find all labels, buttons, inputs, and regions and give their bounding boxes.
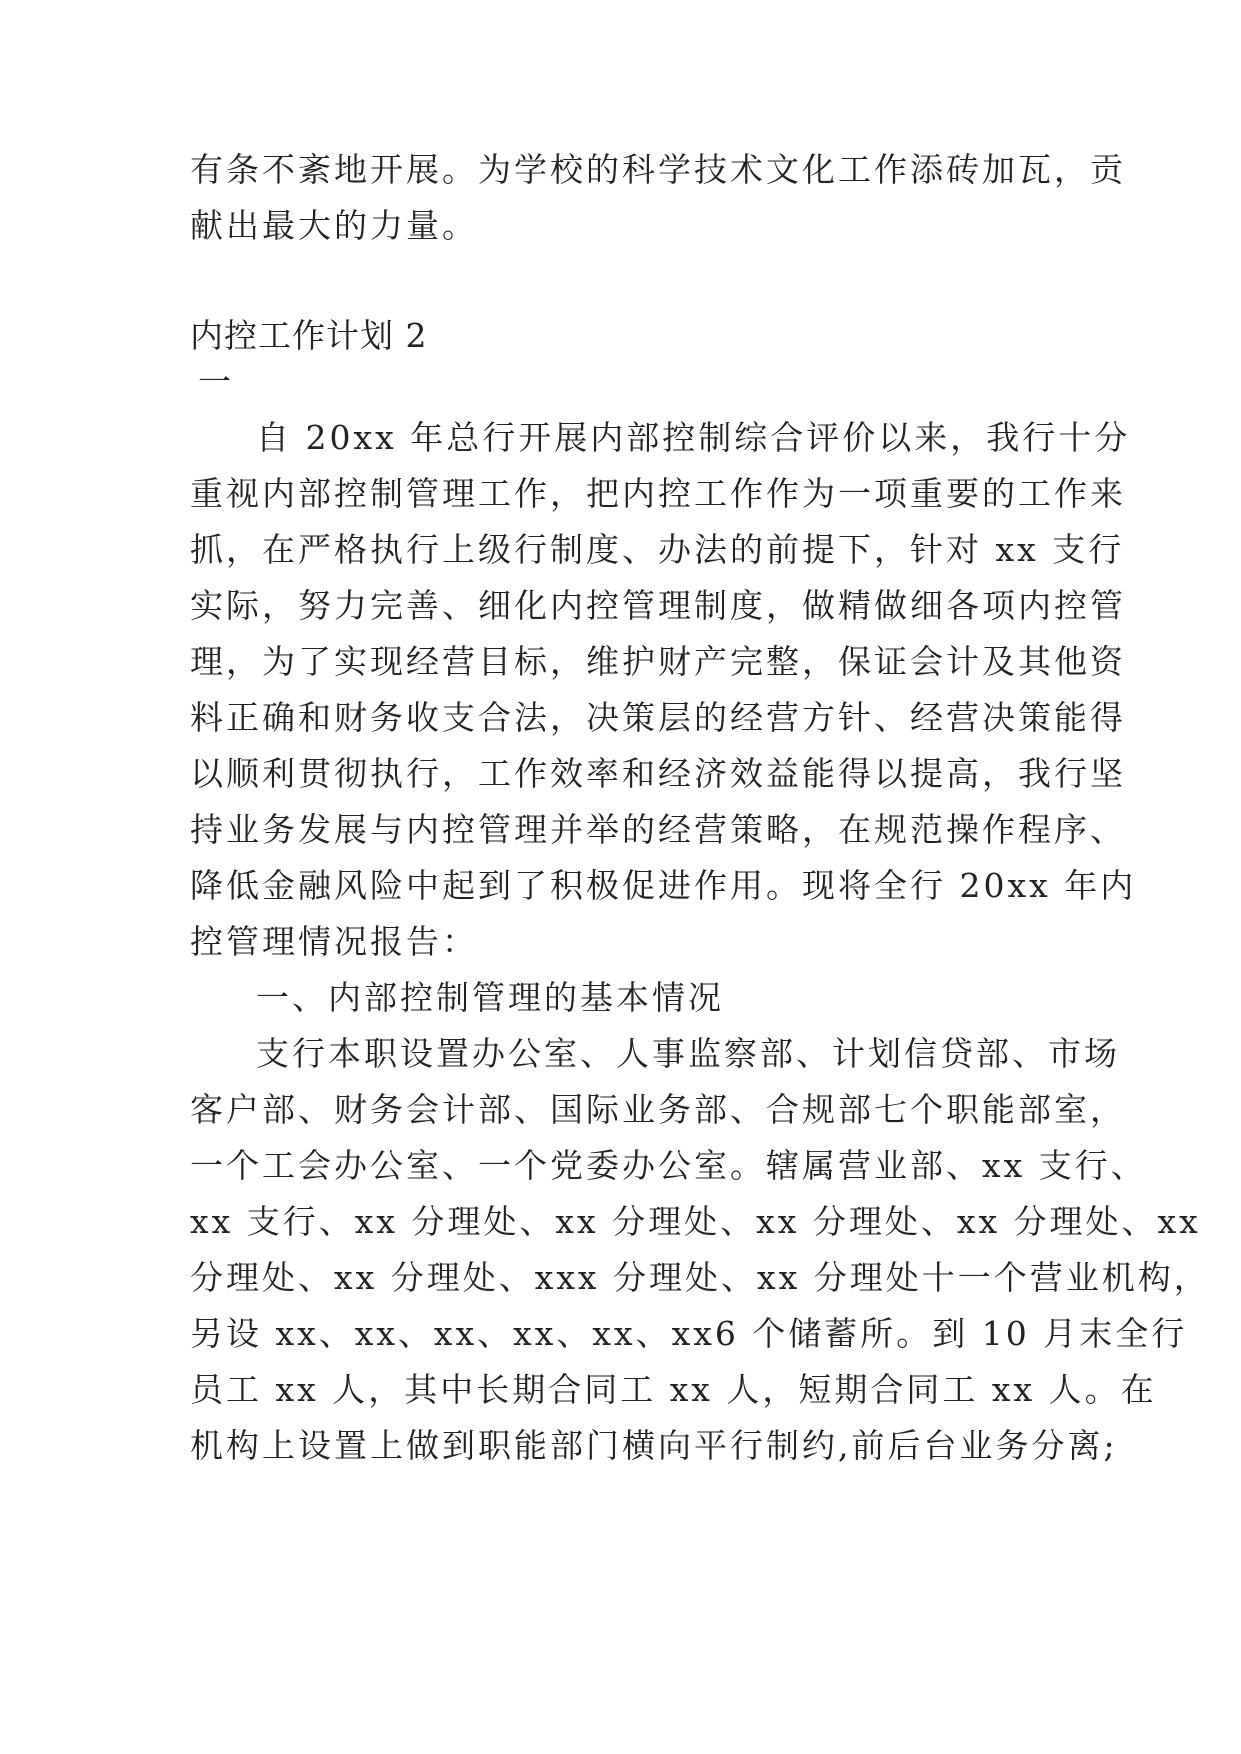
subsection-heading: 一、内部控制管理的基本情况 bbox=[256, 978, 724, 1017]
section-marker: 一 bbox=[198, 362, 234, 401]
paragraph-line: 自 20xx 年总行开展内部控制综合评价以来，我行十分 bbox=[256, 418, 1131, 457]
paragraph-line: 抓，在严格执行上级行制度、办法的前提下，针对 xx 支行 bbox=[190, 530, 1125, 569]
paragraph-line: 以顺利贯彻执行，工作效率和经济效益能得以提高，我行坚 bbox=[190, 754, 1126, 793]
paragraph-line: 控管理情况报告： bbox=[190, 922, 478, 961]
paragraph-line: 员工 xx 人，其中长期合同工 xx 人，短期合同工 xx 人。在 bbox=[190, 1370, 1157, 1409]
paragraph-line: 机构上设置上做到职能部门横向平行制约,前后台业务分离; bbox=[190, 1426, 1118, 1465]
paragraph-line: 客户部、财务会计部、国际业务部、合规部七个职能部室， bbox=[190, 1090, 1126, 1129]
paragraph-line: 料正确和财务收支合法，决策层的经营方针、经营决策能得 bbox=[190, 698, 1126, 737]
paragraph-line: 一个工会办公室、一个党委办公室。辖属营业部、xx 支行、 bbox=[190, 1146, 1147, 1185]
paragraph-line: 持业务发展与内控管理并举的经营策略，在规范操作程序、 bbox=[190, 810, 1126, 849]
paragraph-line: 实际，努力完善、细化内控管理制度，做精做细各项内控管 bbox=[190, 586, 1126, 625]
paragraph-line: xx 支行、xx 分理处、xx 分理处、xx 分理处、xx 分理处、xx bbox=[190, 1202, 1201, 1241]
section-title: 内控工作计划 2 bbox=[190, 316, 428, 355]
paragraph-line: 理，为了实现经营目标，维护财产完整，保证会计及其他资 bbox=[190, 642, 1126, 681]
paragraph-line: 献出最大的力量。 bbox=[190, 206, 478, 245]
paragraph-line: 另设 xx、xx、xx、xx、xx、xx6 个储蓄所。到 10 月末全行 bbox=[190, 1314, 1188, 1353]
paragraph-line: 重视内部控制管理工作，把内控工作作为一项重要的工作来 bbox=[190, 474, 1126, 513]
paragraph-line: 分理处、xx 分理处、xxx 分理处、xx 分理处十一个营业机构， bbox=[190, 1258, 1210, 1297]
paragraph-line: 支行本职设置办公室、人事监察部、计划信贷部、市场 bbox=[256, 1034, 1120, 1073]
paragraph-line: 有条不紊地开展。为学校的科学技术文化工作添砖加瓦，贡 bbox=[190, 150, 1126, 189]
paragraph-line: 降低金融风险中起到了积极促进作用。现将全行 20xx 年内 bbox=[190, 866, 1137, 905]
